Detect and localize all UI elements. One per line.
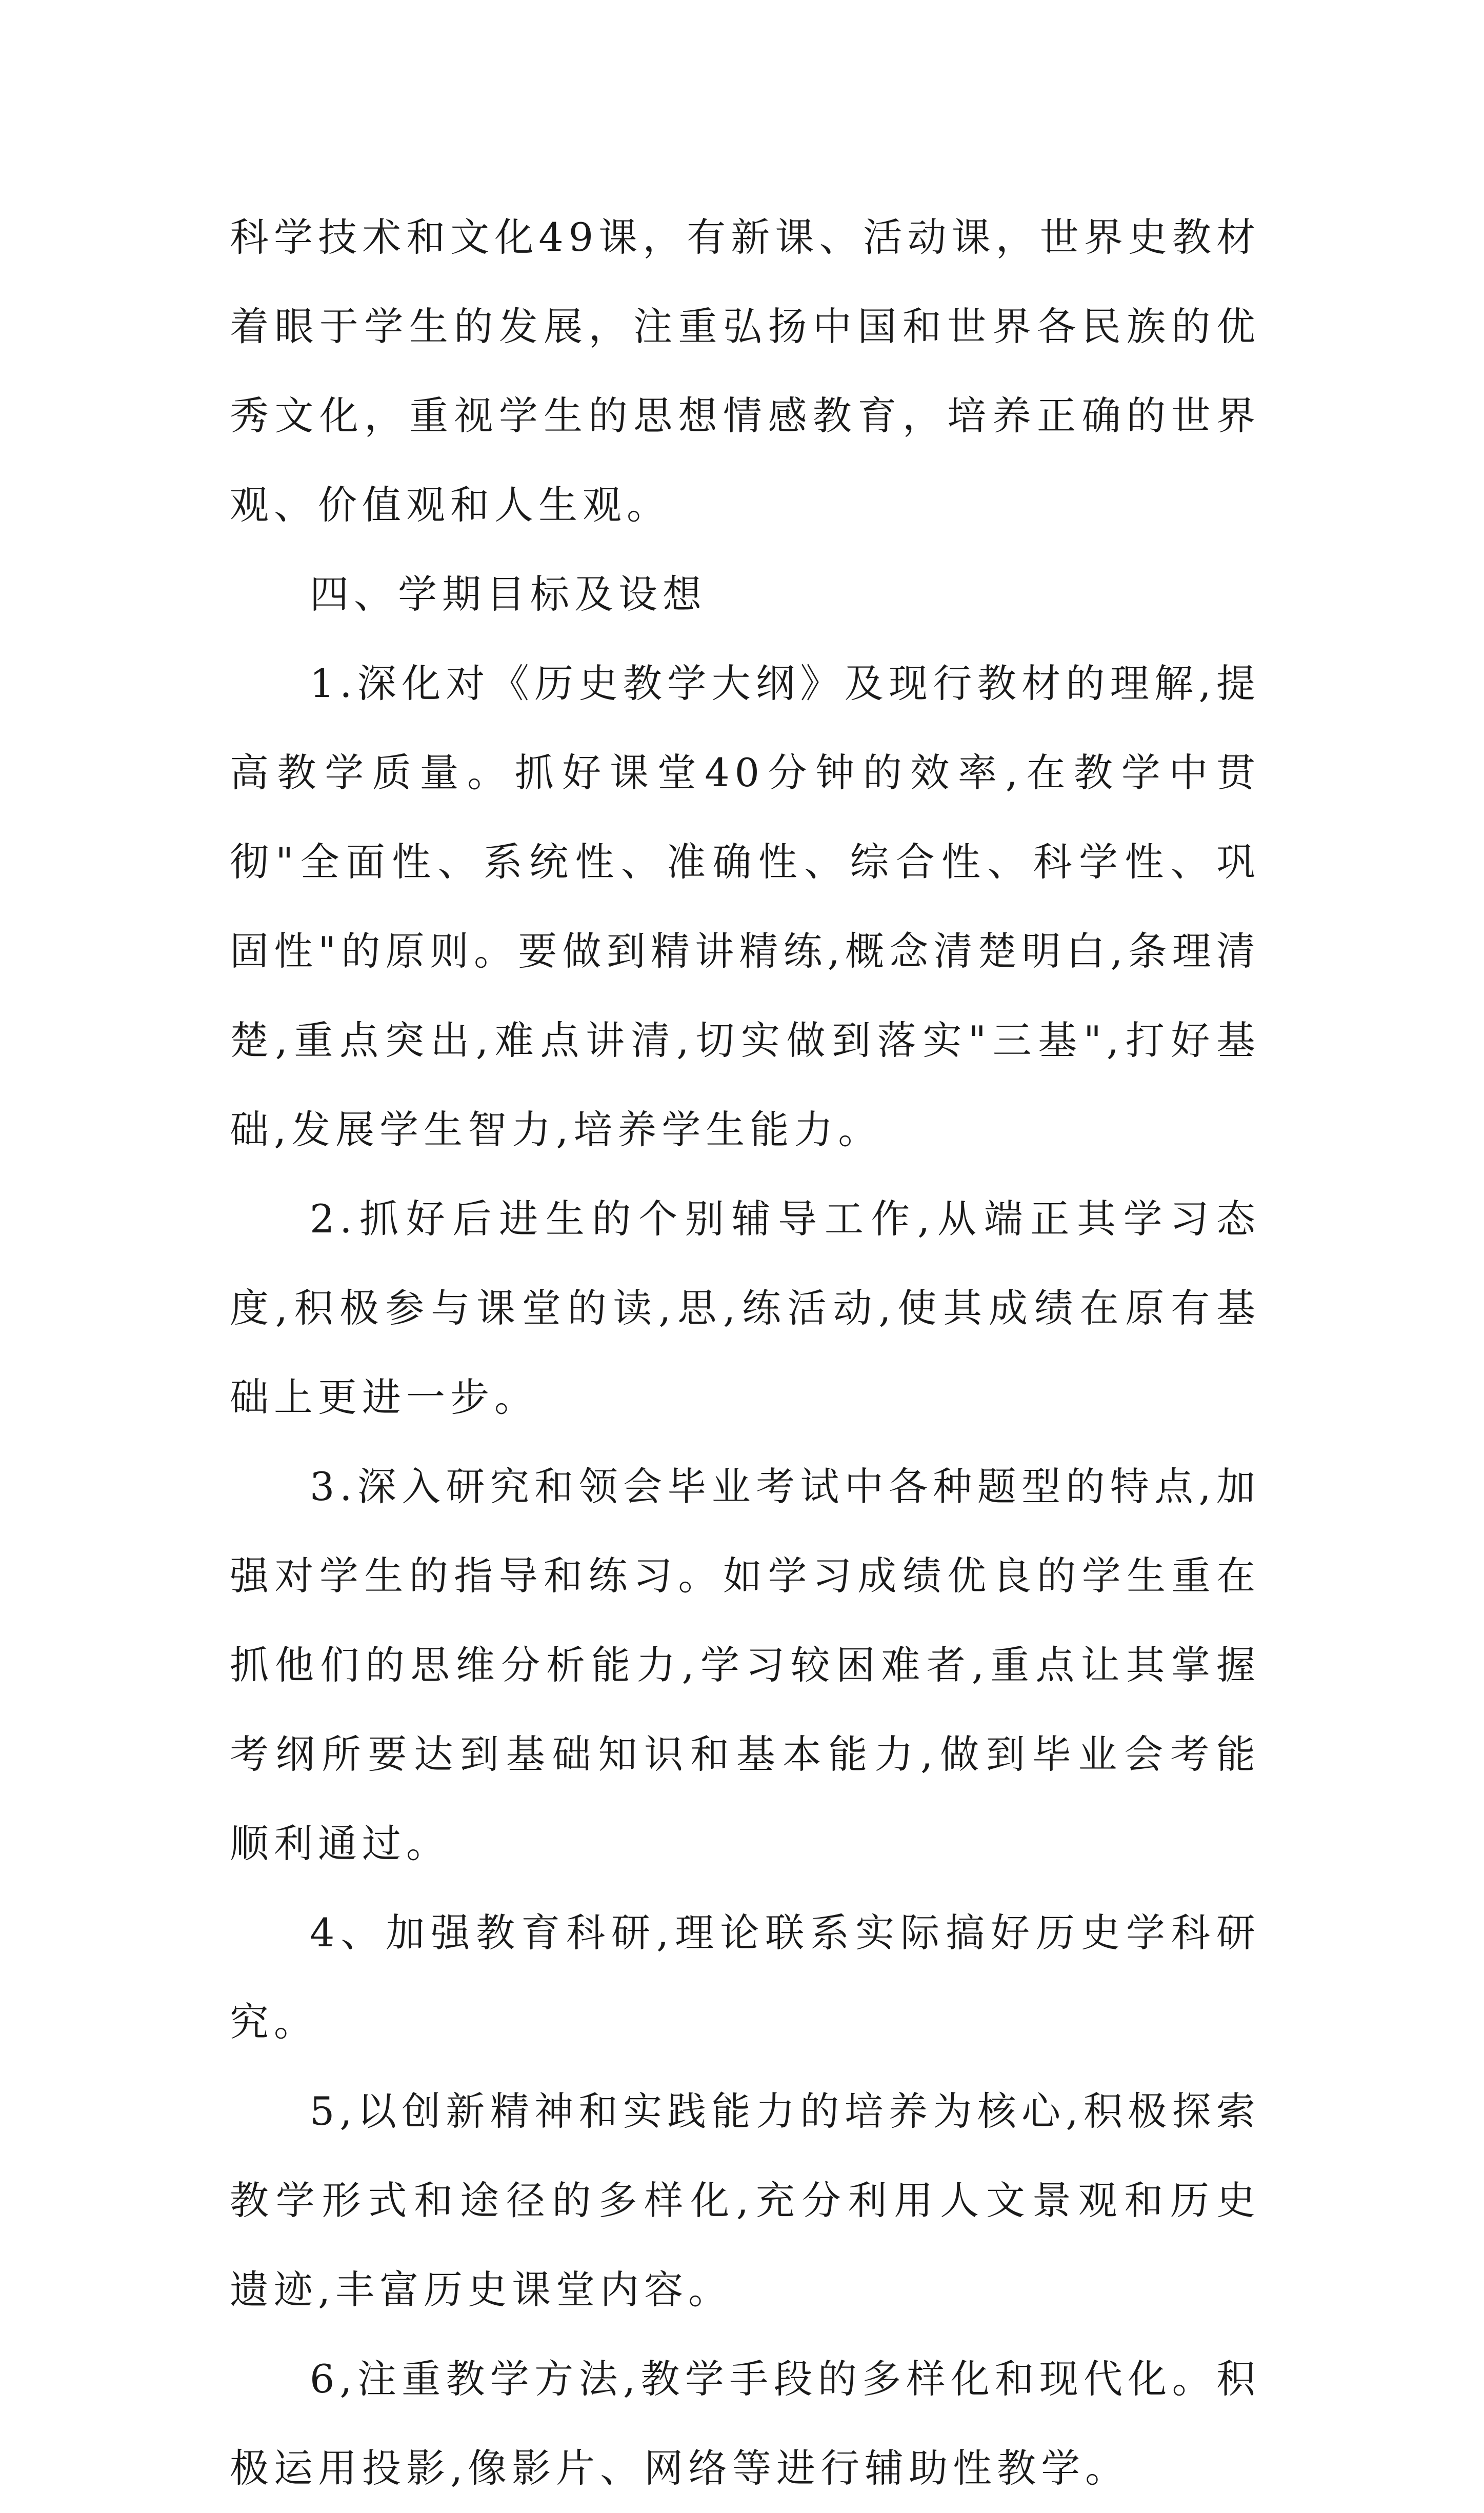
paragraph-goal-1: 1.深化对《历史教学大纲》及现行教材的理解,提高教学质量。抓好课堂40分钟的效率,在教学中贯彻"全面性、系统性、准确性、综合性、科学性、巩固性"的原则。要做到精讲精练,概念清楚明白,条理清楚,重点突出,难点讲清,切实做到落实"三基",打好基础,发展学生智力,培养学生能力。 (230, 661, 1260, 1152)
paragraph-goal-3: 3.深入研究和领会毕业考试中各种题型的特点,加强对学生的指导和练习。如学习成绩优良的学生重在抓他们的思维分析能力,学习较困难者,重点让其掌握考纲所要达到基础知识和基本能力,做到毕业会考能顺利通过。 (230, 1464, 1260, 1866)
paragraph-goal-5: 5,以创新精神和实践能力的培养为核心,积极探索教学形式和途径的多样化,充分利用人文景观和历史遗迹,丰富历史课堂内容。 (230, 2088, 1260, 2312)
paragraph-goal-4: 4、加强教育科研,理论联系实际搞好历史学科研究。 (230, 1910, 1260, 2045)
paragraph-goal-6: 6,注重教学方法,教学手段的多样化和现代化。积极运用投影,像影片、网络等进行辅助性教学。 (230, 2356, 1260, 2491)
paragraph-textbook-overview: 科学技术和文化49课，有新课、活动课，世界史教材着眼于学生的发展，注重弘扬中国和世界各民族的优秀文化，重视学生的思想情感教育，培养正确的世界观、价值观和人生观。 (230, 214, 1260, 528)
body-text (230, 193, 1260, 2513)
paragraph-goal-2: 2.抓好后进生的个别辅导工作,从端正其学习态度,积极参与课堂的读,思,练活动,使其成绩在原有基础上更进一步。 (230, 1196, 1260, 1420)
section-heading-semester-goals: 四、学期目标及设想 (310, 571, 707, 617)
